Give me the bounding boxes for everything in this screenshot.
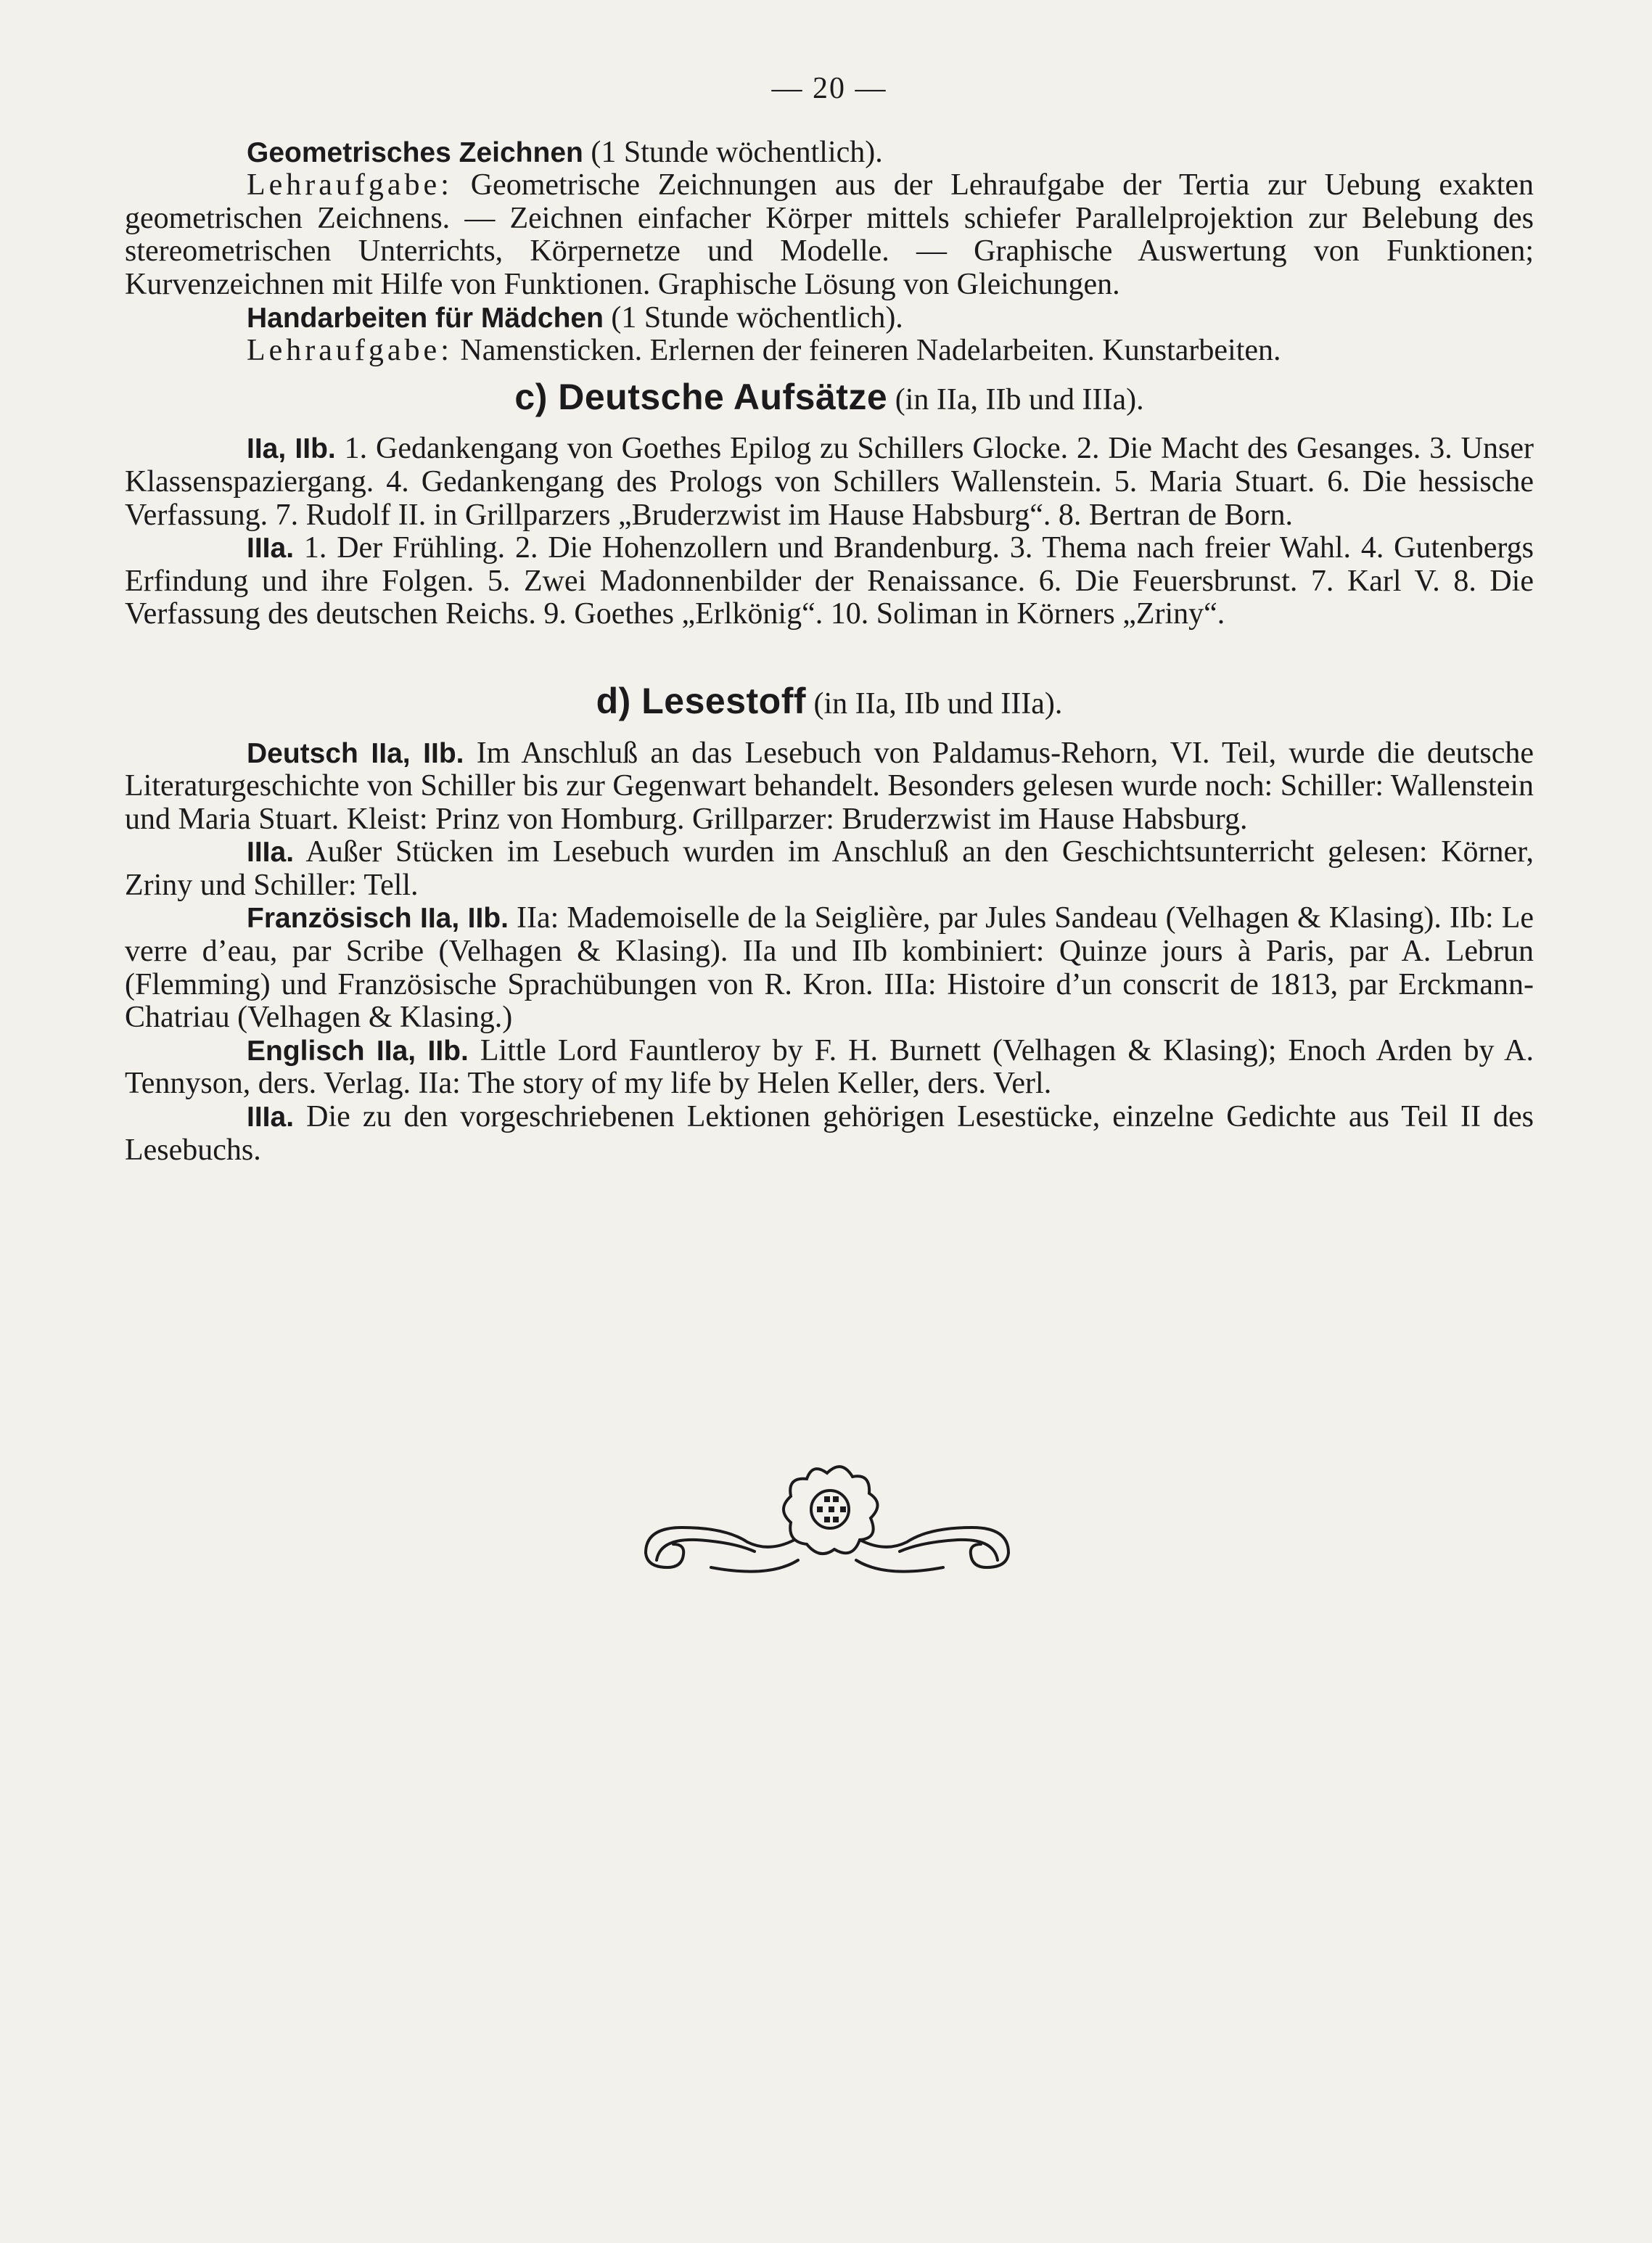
lesestoff-p2-lead: IIIa. [247, 837, 295, 869]
lesestoff-heading [125, 680, 1534, 721]
aufsaetze-heading [125, 376, 1534, 417]
aufsaetze-paragraph-2 [125, 532, 1534, 631]
lesestoff-paragraph-3 [125, 902, 1534, 1034]
text-column [125, 73, 1534, 1167]
geom-text: Geometrische Zeichnungen aus der Lehraufgabe der Tertia zur Uebung exakten geometrischen Zeichnens. — Zeichnen einfacher Körper mittels schiefer Parallelprojektion zur Belebung des stereometrischen Unterrichts, Körpernetze und Modelle. — Graphische Auswertung von Funktionen; Kurvenzeichnen mit Hilfe von Funktionen. Graphische Lösung von Gleichungen. [125, 168, 1534, 301]
lesestoff-p3-text: IIa: Mademoiselle de la Seiglière, par Jules Sandeau (Velhagen & Klasing). IIb: Le verre d’eau, par Scribe (Velhagen & Klasing). IIa und IIb kombiniert: Quinze jours à Paris, par A. Lebrun (Flemming) und Französische Sprachübungen von R. Kron. IIIa: Histoire d’un conscrit de 1813, par Erckmann-Chatriau (Velhagen & Klasing.) [125, 901, 1534, 1035]
hand-label: Lehraufgabe: [247, 334, 453, 368]
aufsaetze-heading-main: c) Deutsche Aufsätze [514, 376, 888, 417]
geom-title: Geometrisches Zeichnen [247, 136, 583, 168]
lesestoff-p4-lead: Englisch IIa, IIb. [247, 1035, 469, 1067]
geom-label: Lehraufgabe: [247, 168, 453, 202]
geom-title-line [125, 136, 1534, 170]
page-number: — 20 — [771, 72, 887, 105]
geom-title-tail: (1 Stunde wöchentlich). [583, 135, 883, 169]
hand-title: Handarbeiten für Mädchen [247, 302, 604, 334]
lesestoff-p1-text: Im Anschluß an das Lesebuch von Paldamus-Rehorn, VI. Teil, wurde die deutsche Literaturgeschichte von Schiller bis zur Gegenwart behandelt. Besonders gelesen wurde noch: Schiller: Wallenstein und Maria Stuart. Kleist: Prinz von Homburg. Grillparzer: Bruderzwist im Hause Habsburg. [125, 736, 1534, 836]
lesestoff-p5-text: Die zu den vorgeschriebenen Lektionen gehörigen Lesestücke, einzelne Gedichte aus Teil II des Lesebuchs. [125, 1100, 1534, 1167]
hand-title-line [125, 302, 1534, 335]
hand-paragraph [125, 335, 1534, 368]
lesestoff-heading-tail: (in IIa, IIb und IIIa). [806, 686, 1063, 721]
aufsaetze-heading-tail: (in IIa, IIb und IIIa). [887, 382, 1144, 417]
lesestoff-p2-text: Außer Stücken im Lesebuch wurden im Anschluß an den Geschichtsunterricht gelesen: Körner, Zriny und Schiller: Tell. [125, 835, 1534, 902]
lesestoff-p4-text: Little Lord Fauntleroy by F. H. Burnett (Velhagen & Klasing); Enoch Arden by A. Tennyson, ders. Verlag. IIa: The story of my life by Helen Keller, ders. Verl. [125, 1033, 1534, 1101]
lesestoff-heading-main: d) Lesestoff [596, 680, 806, 721]
aufsaetze-p1-text: 1. Gedankengang von Goethes Epilog zu Schillers Glocke. 2. Die Macht des Gesanges. 3. Unser Klassenspaziergang. 4. Gedankengang des Prologs von Schillers Wallenstein. 5. Maria Stuart. 6. Die hessische Verfassung. 7. Rudolf II. in Grillparzers „Bruderzwist im Hause Habsburg“. 8. Bertran de Born. [125, 432, 1534, 532]
aufsaetze-p2-text: 1. Der Frühling. 2. Die Hohenzollern und Brandenburg. 3. Thema nach freier Wahl. 4. Gutenbergs Erfindung und ihre Folgen. 5. Zwei Madonnenbilder der Renaissance. 6. Die Feuersbrunst. 7. Karl V. 8. Die Verfassung des deutschen Reichs. 9. Goethes „Erlkönig“. 10. Soliman in Körners „Zriny“. [125, 531, 1534, 631]
spacer [125, 631, 1534, 672]
lesestoff-paragraph-5 [125, 1101, 1534, 1167]
lesestoff-p5-lead: IIIa. [247, 1102, 295, 1133]
hand-title-tail: (1 Stunde wöchentlich). [603, 300, 903, 335]
lesestoff-p3-lead: Französisch IIa, IIb. [247, 903, 509, 935]
ornament-icon [638, 1459, 1016, 1586]
hand-text: Namensticken. Erlernen der feineren Nadelarbeiten. Kunstarbeiten. [452, 334, 1281, 368]
lesestoff-paragraph-1 [125, 737, 1534, 837]
aufsaetze-p2-lead: IIIa. [247, 533, 295, 565]
lesestoff-p1-lead: Deutsch IIa, IIb. [247, 737, 464, 769]
lesestoff-paragraph-2 [125, 836, 1534, 902]
lesestoff-paragraph-4 [125, 1035, 1534, 1101]
aufsaetze-p1-lead: IIa, IIb. [247, 433, 336, 465]
geom-paragraph [125, 169, 1534, 301]
aufsaetze-paragraph-1 [125, 432, 1534, 532]
